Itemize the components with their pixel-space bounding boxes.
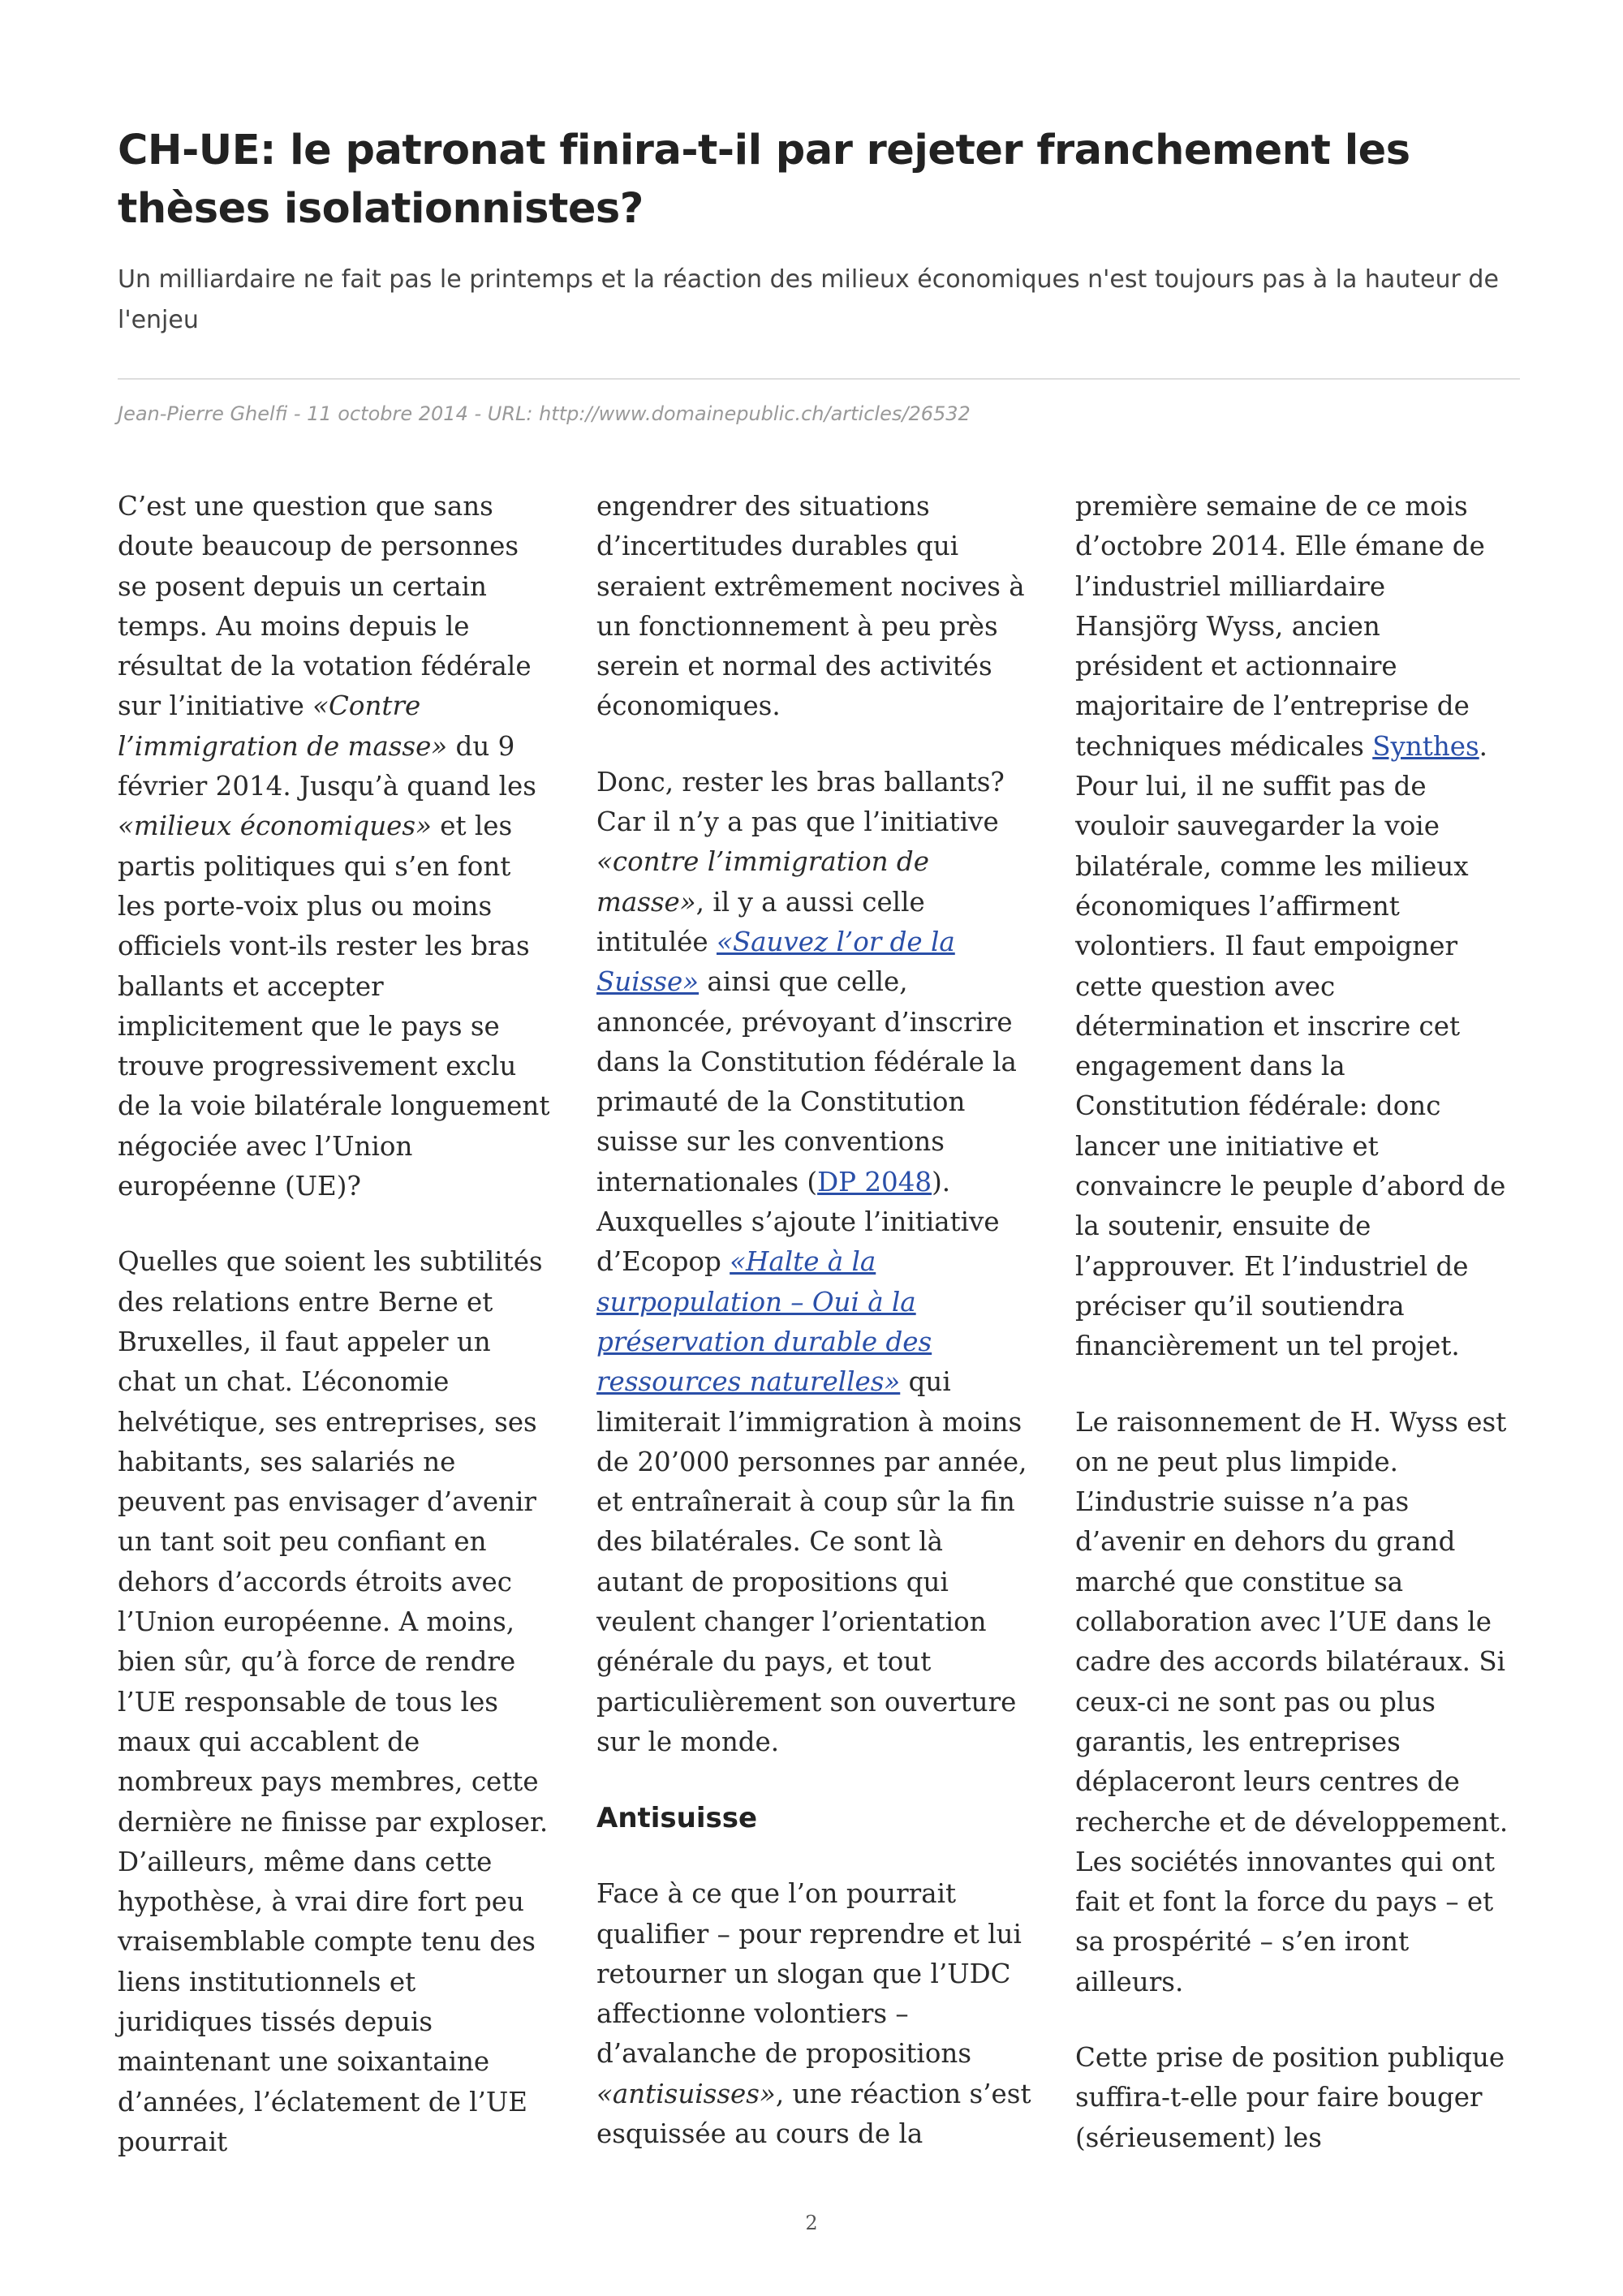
paragraph-conclusion-start: Cette prise de position publique suffira-t-elle pour faire bouger (sérieusement) les xyxy=(1075,2041,1505,2153)
quote-antisuisses: «antisuisses» xyxy=(596,2078,776,2109)
initiative-title-immigration: «Contre l’immigration de masse» xyxy=(118,690,448,762)
page-number: 2 xyxy=(805,2212,818,2234)
link-sauvez-or-suisse[interactable]: «Sauvez l’or de la Suisse» xyxy=(596,926,955,998)
article-meta: Jean-Pierre Ghelfi - 11 octobre 2014 - URL: http://www.domainepublic.ch/articles/26532 xyxy=(118,402,971,425)
article-headline: CH-UE: le patronat finira-t-il par rejeter franchement les thèses isolationnistes? xyxy=(118,127,1410,233)
section-heading-antisuisse: Antisuisse xyxy=(596,1802,758,1835)
quote-milieux-economiques: «milieux économiques» xyxy=(118,810,432,842)
text-column-2 xyxy=(596,487,1035,2190)
paragraph-reaction-continued: première semaine de ce mois d’octobre 2014. Elle émane de l’industriel milliardaire Hansjörg Wyss, ancien président et actionnaire majoritaire de l’entreprise de techniques médicales Synthes. Pour lui, il ne suffit pas de vouloir sauvegarder la voie bilatérale, comme les milieux économiques l’affirment volontiers. Il faut empoigner cette question avec détermination et inscrire cet engagement dans la Constitution fédérale: donc lancer une initiative et convaincre le peuple d’abord de la soutenir, ensuite de l’approuver. Et l’industriel de préciser qu’il soutiendra financièrement un tel projet. xyxy=(1075,491,1506,1362)
text-column-3 xyxy=(1075,487,1513,2194)
text-column-1 xyxy=(118,487,556,2198)
article-subtitle: Un milliardaire ne fait pas le printemps et la réaction des milieux économiques n'est toujours pas à la hauteur de l'enjeu xyxy=(118,265,1499,334)
paragraph-reaction-start: Face à ce que l’on pourrait qualifier – pour reprendre et lui retourner un slogan que l’UDC affectionne volontiers – d’avalanche de propositions «antisuisses», une réaction s’est esquissée au cours de la xyxy=(596,1878,1031,2149)
paragraph-reasoning: Le raisonnement de H. Wyss est on ne peut plus limpide. L’industrie suisse n’a pas d’avenir en dehors du grand marché que constitue sa collaboration avec l’UE dans le cadre des accords bilatéraux. Si ceux-ci ne sont pas ou plus garantis, les entreprises déplaceront leurs centres de recherche et de développement. Les sociétés innovantes qui ont fait et font la force du pays – et sa prospérité – s’en iront ailleurs. xyxy=(1075,1406,1509,1997)
initiative-title-immigration-2: «contre l’immigration de masse» xyxy=(596,846,929,918)
paragraph-initiatives: Donc, rester les bras ballants? Car il n’y a pas que l’initiative «contre l’immigration de masse», il y a aussi celle intitulée «Sauvez l’or de la Suisse» ainsi que celle, annoncée, prévoyant d’inscrire dans la Constitution fédérale la primauté de la Constitution suisse sur les conventions internationales (DP 2048). Auxquelles s’ajoute l’initiative d’Ecopop «Halte à la surpopulation – Oui à la préservation durable des ressources naturelles» qui limiterait l’immigration à moins de 20’000 personnes par année, et entraînerait à coup sûr la fin des bilatérales. Ce sont là autant de propositions qui veulent changer l’orientation générale du pays, et tout particulièrement son ouverture sur le monde. xyxy=(596,766,1027,1757)
link-dp-2048[interactable]: DP 2048 xyxy=(817,1166,932,1197)
paragraph-relations: Quelles que soient les subtilités des relations entre Berne et Bruxelles, il faut appeler un chat un chat. L’économie helvétique, ses entreprises, ses habitants, ses salariés ne peuvent pas envisager d’avenir un tant soit peu confiant en dehors d’accords étroits avec l’Union européenne. A moins, bien sûr, qu’à force de rendre l’UE responsable de tous les maux qui accablent de nombreux pays membres, cette dernière ne finisse par exploser. D’ailleurs, même dans cette hypothèse, à vrai dire fort peu vraisemblable compte tenu des liens institutionnels et juridiques tissés depuis maintenant une soixantaine d’années, l’éclatement de l’UE pourrait xyxy=(118,1246,549,2157)
link-ecopop-initiative[interactable]: «Halte à la surpopulation – Oui à la préservation durable des ressources naturelles» xyxy=(596,1246,932,1398)
paragraph-intro: C’est une question que sans doute beaucoup de personnes se posent depuis un certain temps. Au moins depuis le résultat de la votation fédérale sur l’initiative «Contre l’immigration de masse» du 9 février 2014. Jusqu’à quand les «milieux économiques» et les partis politiques qui s’en font les porte-voix plus ou moins officiels vont-ils rester les bras ballants et accepter implicitement que le pays se trouve progressivement exclu de la voie bilatérale longuement négociée avec l’Union européenne (UE)? xyxy=(118,491,550,1202)
paragraph-relations-continued: engendrer des situations d’incertitudes durables qui seraient extrêmement nocives à un fonctionnement à peu près serein et normal des activités économiques. xyxy=(596,491,1025,722)
link-synthes[interactable]: Synthes xyxy=(1372,730,1479,762)
header-divider xyxy=(118,378,1520,380)
